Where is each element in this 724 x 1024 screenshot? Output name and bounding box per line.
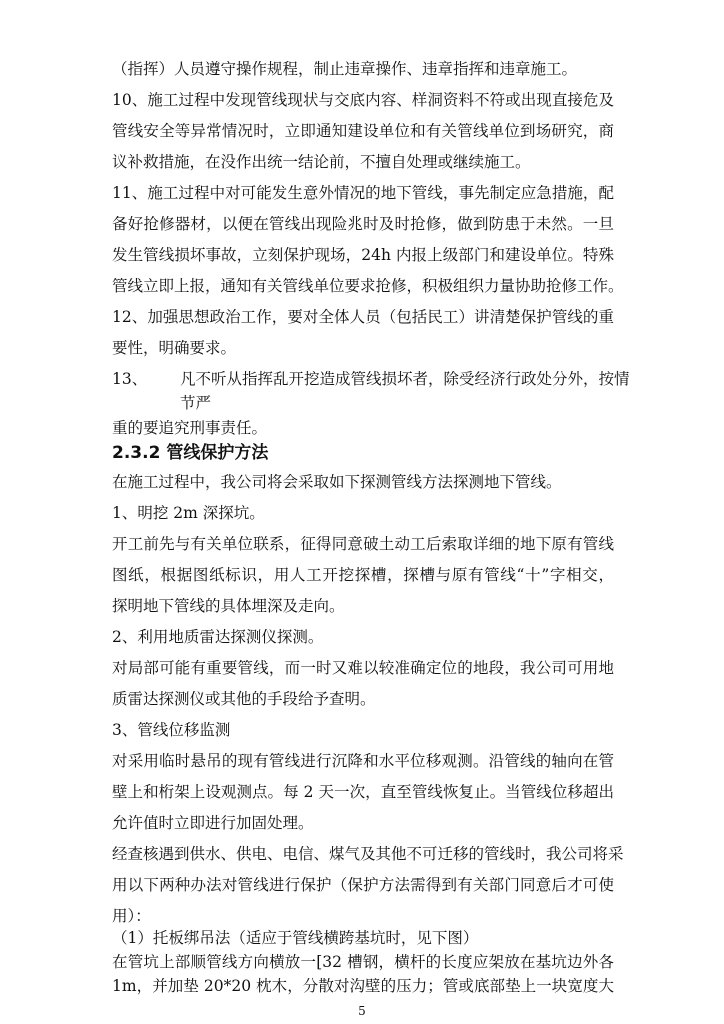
text-line: 图纸，根据图纸标识，用人工开挖探槽，探槽与原有管线“十”字相交， [112, 566, 614, 584]
text-line: 3、管线位移监测 [112, 721, 231, 739]
text-line: 12、加强思想政治工作，要对全体人员（包括民工）讲清楚保护管线的重 [112, 308, 614, 326]
page-number: 5 [358, 1004, 366, 1018]
text-line: 备好抢修器材，以便在管线出现险兆时及时抢修，做到防患于未然。一旦 [112, 215, 614, 233]
text-line: 壁上和桁架上设观测点。每 2 天一次，直至管线恢复止。当管线位移超出 [112, 783, 614, 801]
text-line: 10、施工过程中发现管线现状与交底内容、样洞资料不符或出现直接危及 [112, 91, 614, 109]
text-line: 探明地下管线的具体埋深及走向。 [112, 597, 345, 615]
text-line: 管线立即上报，通知有关管线单位要求抢修，积极组织力量协助抢修工作。 [112, 277, 624, 295]
text-line: 对采用临时悬吊的现有管线进行沉降和水平位移观测。沿管线的轴向在管 [112, 752, 614, 770]
text-line: 节严 [180, 394, 212, 412]
text-line: 1、明挖 2m 深探坑。 [112, 504, 265, 522]
item-number: 13、 [112, 370, 148, 388]
text-line: 对局部可能有重要管线，而一时又难以较准确定位的地段，我公司可用地 [112, 659, 614, 677]
text-line: 要性，明确要求。 [112, 339, 237, 357]
text-line: 2、利用地质雷达探测仪探测。 [112, 628, 324, 646]
text-line: 发生管线损坏事故，立刻保护现场，24h 内报上级部门和建设单位。特殊 [112, 246, 614, 264]
text-line: 用）： [112, 907, 151, 925]
text-line: 重的要追究刑事责任。 [112, 419, 268, 437]
text-line: 凡不听从指挥乱开挖造成管线损坏者，除受经济行政处分外，按情 [180, 370, 630, 388]
text-line: 质雷达探测仪或其他的手段给予查明。 [112, 690, 376, 708]
text-line: 议补救措施，在没作出统一结论前，不擅自处理或继续施工。 [112, 153, 531, 171]
text-line: 用以下两种办法对管线进行保护（保护方法需得到有关部门同意后才可使 [112, 876, 614, 894]
section-heading: 2.3.2 管线保护方法 [112, 443, 269, 463]
text-line: 在管坑上部顺管线方向横放一[32 槽钢，横杆的长度应架放在基坑边外各 [112, 953, 614, 971]
text-line: 管线安全等异常情况时，立即通知建设单位和有关管线单位到场研究，商 [112, 122, 614, 140]
text-line: 1m，并加垫 20*20 枕木，分散对沟壁的压力；管或底部垫上一块宽度大 [112, 977, 614, 995]
text-line: 允许值时立即进行加固处理。 [112, 814, 314, 832]
text-line: 在施工过程中，我公司将会采取如下探测管线方法探测地下管线。 [112, 473, 562, 491]
text-line: （1）托板绑吊法（适应于管线横跨基坑时，见下图） [112, 929, 479, 947]
text-line: （指挥）人员遵守操作规程，制止违章操作、违章指挥和违章施工。 [112, 60, 578, 78]
text-line: 开工前先与有关单位联系，征得同意破土动工后索取详细的地下原有管线 [112, 535, 614, 553]
text-line: 经查核遇到供水、供电、电信、煤气及其他不可迁移的管线时，我公司将采 [112, 845, 624, 863]
text-line: 11、施工过程中对可能发生意外情况的地下管线，事先制定应急措施，配 [112, 184, 614, 202]
